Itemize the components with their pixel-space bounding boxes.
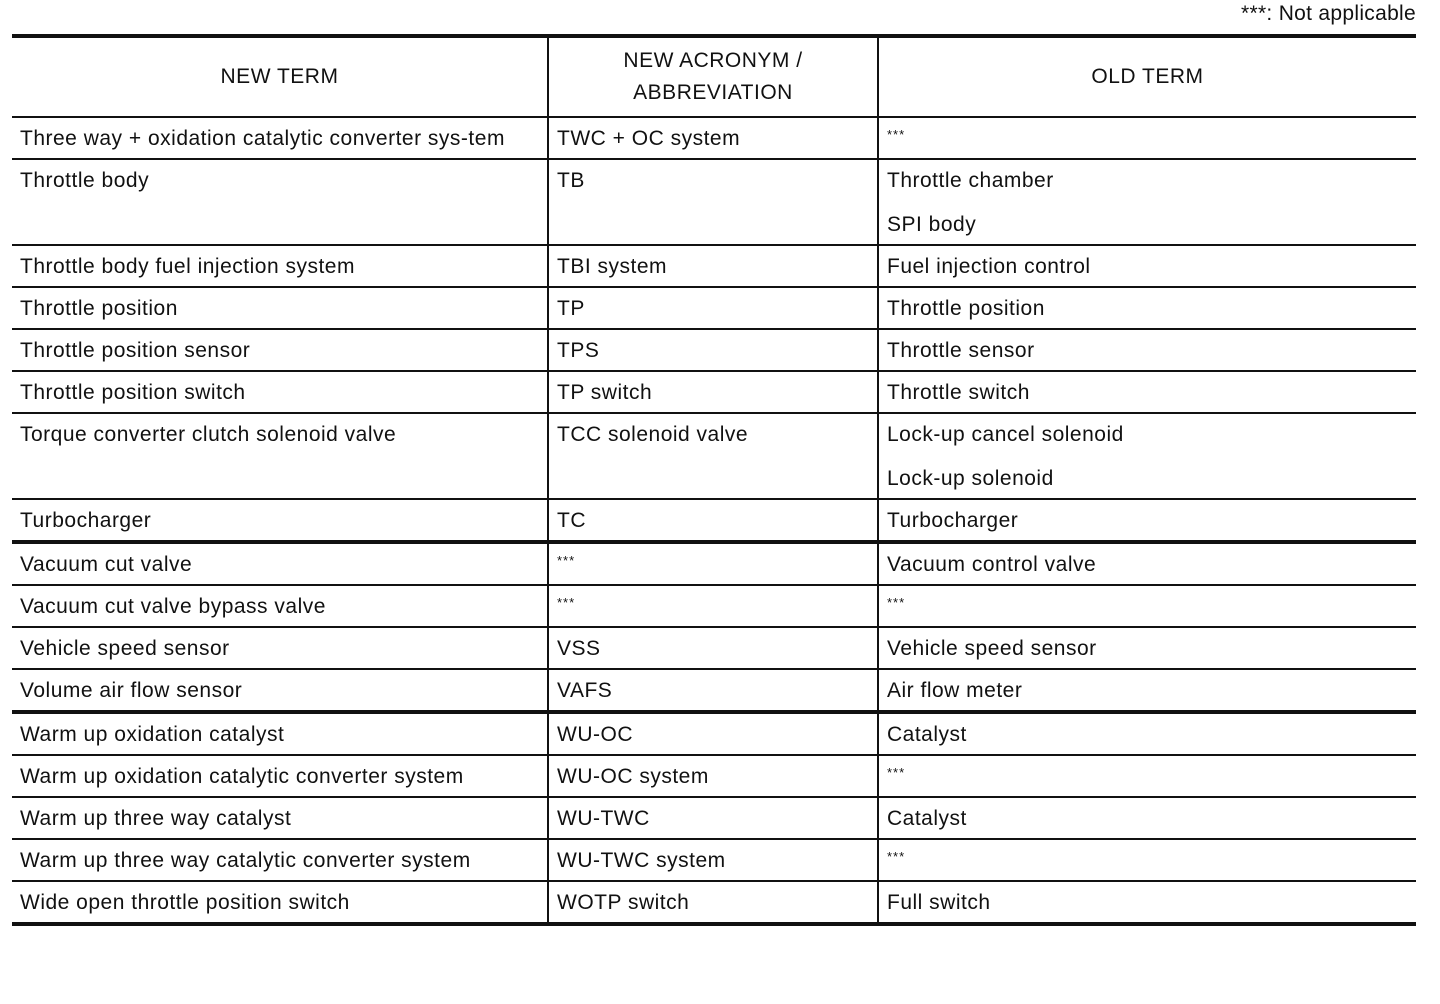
acronym-cell-text: *** (557, 553, 576, 568)
acronym-cell (548, 712, 878, 755)
new-term-cell (12, 585, 548, 627)
table-row (12, 117, 1416, 159)
old-term-text: Throttle sensor (887, 339, 1035, 362)
acronym-cell-text: WU-TWC system (557, 849, 726, 872)
acronym-cell (548, 881, 878, 924)
new-term-cell (12, 839, 548, 881)
new-term-cell-text: Warm up three way catalyst (20, 807, 292, 830)
table-row (12, 287, 1416, 329)
acronym-cell (548, 542, 878, 585)
new-term-cell-text: Volume air flow sensor (20, 679, 243, 702)
old-term-cell (878, 499, 1416, 542)
table-row (12, 669, 1416, 712)
old-term-text: Throttle position (887, 297, 1045, 320)
old-term-cell (878, 712, 1416, 755)
new-term-cell-text: Throttle position (20, 297, 178, 320)
old-term-text: Throttle chamber (887, 169, 1054, 192)
old-term-text: Vacuum control valve (887, 553, 1097, 576)
acronym-cell-text: WOTP switch (557, 891, 690, 914)
acronym-cell-text: TWC + OC system (557, 127, 741, 150)
new-term-cell (12, 159, 548, 245)
old-term-cell (878, 627, 1416, 669)
old-term-text: *** (887, 849, 906, 864)
acronym-cell-text: TPS (557, 339, 600, 362)
old-term-text: *** (887, 127, 906, 142)
old-term-text: Fuel injection control (887, 255, 1091, 278)
acronym-cell-text: VAFS (557, 679, 613, 702)
table-row (12, 881, 1416, 924)
table-row (12, 245, 1416, 287)
not-applicable-note: ***: Not applicable (1241, 2, 1416, 25)
old-term-cell (878, 755, 1416, 797)
old-term-header: OLD TERM (878, 36, 1416, 117)
new-term-cell (12, 287, 548, 329)
acronym-cell (548, 371, 878, 413)
old-term-cell (878, 542, 1416, 585)
acronym-cell (548, 117, 878, 159)
acronym-cell (548, 797, 878, 839)
old-term-cell (878, 669, 1416, 712)
old-term-text: SPI body (887, 213, 977, 236)
old-term-text: Catalyst (887, 807, 967, 830)
old-term-text: Catalyst (887, 723, 967, 746)
new-term-header: NEW TERM (12, 36, 548, 117)
new-term-cell-text: Warm up oxidation catalyst (20, 723, 285, 746)
new-term-cell-text: Throttle body (20, 169, 150, 192)
acronym-cell-text: TP (557, 297, 585, 320)
acronym-cell-text: WU-OC system (557, 765, 709, 788)
old-term-cell (878, 117, 1416, 159)
table-row (12, 712, 1416, 755)
table-row (12, 413, 1416, 499)
old-term-text: Vehicle speed sensor (887, 637, 1097, 660)
new-term-cell (12, 117, 548, 159)
table-row (12, 797, 1416, 839)
new-term-cell (12, 245, 548, 287)
acronym-cell-text: WU-OC (557, 723, 633, 746)
new-term-cell-text: Throttle position sensor (20, 339, 251, 362)
old-term-text: Turbocharger (887, 509, 1019, 532)
table-row (12, 499, 1416, 542)
acronym-cell (548, 499, 878, 542)
acronym-cell-text: TBI system (557, 255, 668, 278)
old-term-cell (878, 371, 1416, 413)
new-term-cell-text: Wide open throttle position switch (20, 891, 350, 914)
acronym-cell-text: WU-TWC (557, 807, 650, 830)
new-term-cell-text: Vacuum cut valve (20, 553, 193, 576)
old-term-cell (878, 159, 1416, 245)
acronym-cell-text: TCC solenoid valve (557, 423, 749, 446)
new-term-cell (12, 712, 548, 755)
new-term-cell-text: Vehicle speed sensor (20, 637, 230, 660)
table-row (12, 159, 1416, 245)
new-term-cell-text: Throttle position switch (20, 381, 246, 404)
new-acronym-header (548, 36, 878, 117)
acronym-cell-text: TP switch (557, 381, 653, 404)
new-term-cell (12, 797, 548, 839)
old-term-text: Air flow meter (887, 679, 1023, 702)
old-term-cell (878, 413, 1416, 499)
new-term-cell-text: Three way + oxidation catalytic converter sys-tem (20, 127, 505, 150)
acronym-cell (548, 627, 878, 669)
new-term-cell (12, 542, 548, 585)
acronym-cell (548, 287, 878, 329)
old-term-cell (878, 287, 1416, 329)
old-term-text: Throttle switch (887, 381, 1030, 404)
new-term-cell (12, 371, 548, 413)
new-term-cell-text: Turbocharger (20, 509, 152, 532)
acronym-cell (548, 329, 878, 371)
old-term-cell (878, 839, 1416, 881)
new-term-cell-text: Throttle body fuel injection system (20, 255, 355, 278)
acronym-cell-text: TB (557, 169, 585, 192)
new-term-cell (12, 499, 548, 542)
new-term-cell (12, 755, 548, 797)
table-row (12, 585, 1416, 627)
old-term-cell (878, 881, 1416, 924)
old-term-text: *** (887, 595, 906, 610)
acronym-cell (548, 413, 878, 499)
new-term-cell (12, 413, 548, 499)
table-row (12, 329, 1416, 371)
new-term-cell-text: Warm up three way catalytic converter system (20, 849, 471, 872)
acronym-cell (548, 159, 878, 245)
new-term-cell (12, 329, 548, 371)
table-row (12, 371, 1416, 413)
new-term-cell-text: Torque converter clutch solenoid valve (20, 423, 397, 446)
new-acronym-header-line2: ABBREVIATION (633, 81, 793, 104)
acronym-cell (548, 839, 878, 881)
acronym-cell-text: TC (557, 509, 586, 532)
old-term-text: Lock-up solenoid (887, 467, 1054, 490)
new-term-cell-text: Vacuum cut valve bypass valve (20, 595, 326, 618)
acronym-cell-text: *** (557, 595, 576, 610)
terminology-table (12, 34, 1416, 926)
new-term-cell (12, 669, 548, 712)
new-term-cell (12, 881, 548, 924)
old-term-text: Lock-up cancel solenoid (887, 423, 1124, 446)
new-term-cell-text: Warm up oxidation catalytic converter system (20, 765, 464, 788)
old-term-cell (878, 245, 1416, 287)
acronym-cell-text: VSS (557, 637, 601, 660)
new-acronym-header-line1: NEW ACRONYM / (623, 49, 803, 72)
table-row (12, 627, 1416, 669)
old-term-cell (878, 585, 1416, 627)
table-body (12, 117, 1416, 924)
acronym-cell (548, 585, 878, 627)
table-row (12, 755, 1416, 797)
table-row (12, 542, 1416, 585)
acronym-cell (548, 669, 878, 712)
old-term-cell (878, 329, 1416, 371)
acronym-cell (548, 245, 878, 287)
old-term-text: Full switch (887, 891, 991, 914)
old-term-text: *** (887, 765, 906, 780)
old-term-cell (878, 797, 1416, 839)
header-row (12, 36, 1416, 117)
table-row (12, 839, 1416, 881)
acronym-cell (548, 755, 878, 797)
new-term-cell (12, 627, 548, 669)
